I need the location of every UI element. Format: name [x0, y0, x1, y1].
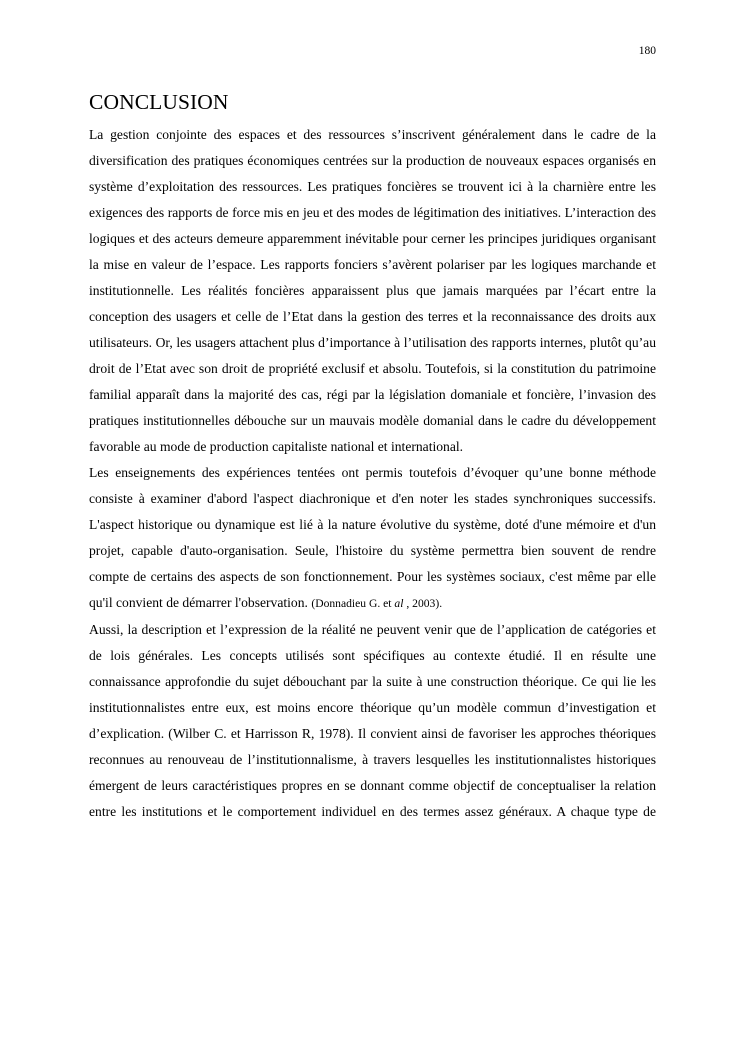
body-text [89, 122, 656, 825]
paragraph-2-text: Les enseignements des expériences tentées ont permis toutefois d’évoquer qu’une bonne méthode consiste à examiner d'abord l'aspect diachronique et d'en noter les stades synchroniques successifs. L'aspect historique ou dynamique est lié à la nature évolutive du système, doté d'une mémoire et d'un projet, capable d'auto-organisation. Seule, l'histoire du système permettra bien souvent de rendre compte de certains des aspects de son fonctionnement. Pour les systèmes sociaux, c'est même par elle qu'il convient de démarrer l'observation. [89, 465, 656, 610]
citation-before: (Donnadieu G. et [311, 597, 395, 610]
citation-italic: al [394, 597, 404, 610]
citation [311, 597, 442, 610]
page-number: 180 [638, 45, 656, 57]
paragraph-1: La gestion conjointe des espaces et des ressources s’inscrivent généralement dans le cadre de la diversification des pratiques économiques centrées sur la production de nouveaux espaces organisés en système d’exploitation des ressources. Les pratiques foncières se trouvent ici à la charnière entre les exigences des rapports de force mis en jeu et des modes de légitimation des initiatives. L’interaction des logiques et des acteurs demeure apparemment inévitable pour cerner les principes juridiques organisant la mise en valeur de l’espace. Les rapports fonciers s’avèrent polariser par les logiques marchande et institutionnelle. Les réalités foncières apparaissent plus que jamais marquées par l’écart entre la conception des usagers et celle de l’Etat dans la gestion des terres et la reconnaissance des droits aux utilisateurs. Or, les usagers attachent plus d’importance à l’utilisation des rapports internes, plutôt qu’au droit de l’Etat avec son droit de propriété exclusif et absolu. Toutefois, si la constitution du patrimoine familial apparaît dans la majorité des cas, régi par la législation domaniale et foncière, l’invasion des pratiques institutionnelles débouche sur un mauvais modèle domanial dans le cadre du développement favorable au mode de production capitaliste national et international. [89, 127, 656, 454]
paragraph-3: Aussi, la description et l’expression de la réalité ne peuvent venir que de l’application de catégories et de lois générales. Les concepts utilisés sont spécifiques au contexte étudié. Il en résulte une connaissance approfondie du sujet débouchant par la suite à une construction théorique. Ce qui lie les institutionnalistes entre eux, est moins encore théorique qu’un modèle commun d’investigation et d’explication. (Wilber C. et Harrisson R, 1978). Il convient ainsi de favoriser les approches théoriques reconnues au renouveau de l’institutionnalisme, à travers lesquelles les institutionnalistes historiques émergent de leurs caractéristiques propres en se donnant comme objectif de conceptualiser la relation entre les institutions et le comportement individuel en des termes assez généraux. A chaque type de [89, 622, 656, 819]
paragraph-2 [89, 460, 656, 617]
section-heading: CONCLUSION [89, 90, 229, 114]
citation-after: , 2003). [403, 597, 443, 610]
